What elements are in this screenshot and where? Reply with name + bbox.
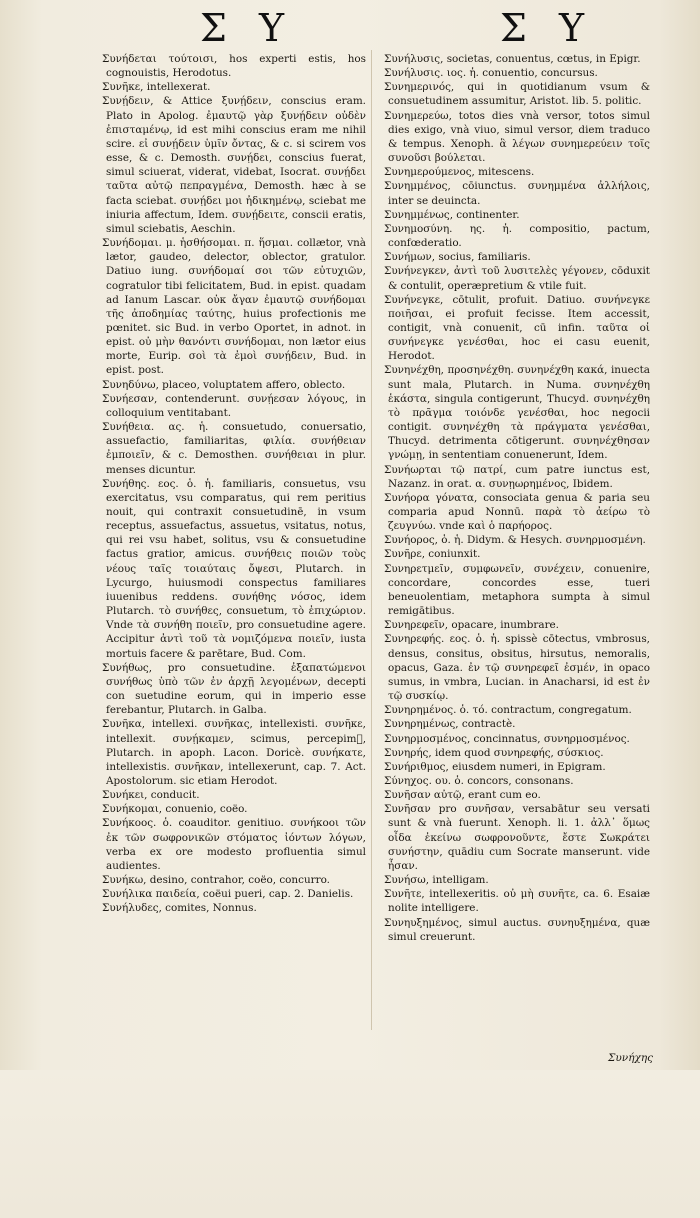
dictionary-entry: Συνημμένως, continenter. [384,208,520,221]
dictionary-entry: Συνήκει, conducit. [102,789,200,802]
dictionary-entry: Συνῆρε, coniunxit. [384,548,481,561]
dictionary-entry: Συνηρμοσμένος, concinnatus, συνηρμοσμένος. [384,732,630,745]
dictionary-entry: Συνημερούμενος, mitescens. [384,166,535,179]
dictionary-entry: Συνήδεται τούτοισι, hos experti estis, hos cognouistis, Herodotus. [102,53,366,80]
dictionary-entry: Συνήορα γόνατα, consociata genua & paria seu comparia apud Nonnū. παρὰ τὸ ἀείρω τὸ ζευγνύω. vnde καὶ ὁ παρήορος. [384,491,650,533]
dictionary-entry: Συνῆτε, intellexeritis. οὐ μὴ συνῆτε, ca. 6. Esaiæ nolite intelligere. [384,888,650,915]
right-column [384,52,650,944]
dictionary-entry: Συνήλικα παιδεία, coëui pueri, cap. 2. Danielis. [102,888,354,901]
bottom-margin [0,1070,700,1218]
dictionary-entry: Συνήθης. εος. ὁ. ἡ. familiaris, consuetus, vsu exercitatus, vsu comparatus, qui rem peritius nouit, qui contraxit consuetudinē, in vsum receptus, assuefactus, assuetus, vsitatus, notus, qui rei vsu habet, solitus, vsu & consuetudine factus gratior, amicus. συνήθεις ποιῶν τοὺς νέους ταῖς τοιαύταις ὄψεσι, Plutarch. in Lycurgo, huiusmodi conspectus familiares iuuenibus reddens. συνήθης νόσος, idem Plutarch. τὸ συνήθες, consuetum, τὸ ἐπιχώριον. Vnde τὰ συνήθη ποιεῖν, pro consuetudine agere. Accipitur ἀντὶ τοῦ τὰ νομιζόμενα ποιεῖν, iusta mortuis facere & parētare, Bud. Com. [102,477,366,660]
dictionary-entry: Συνήνεγκε, cōtulit, profuit. Datiuo. συνήνεγκε ποιῆσαι, ei profuit fecisse. Item accessit, contigit, vnà conuenit, cū infin. ταῦτα οἱ συνήνεγκε γενέσθαι, hoc ei casu euenit, Herodot. [384,293,650,363]
dictionary-entry: Συνῆκα, intellexi. συνῆκας, intellexisti. συνῆκε, intellexit. συνῄκαμεν, scimus, percepim᷑, Plutarch. in apoph. Lacon. Doricè. συνήκατε, intellexistis. συνῆκαν, intellexerunt, cap. 7. Act. Apostolorum. sic etiam Herodot. [102,718,366,787]
dictionary-entry: Συνημμένος, cōiunctus. συνημμένα ἀλλήλοις, inter se deuincta. [384,180,650,207]
dictionary-entry: Συνηρημένος. ὁ. τό. contractum, congregatum. [384,704,632,717]
dictionary-entry: Συνήκω, desino, contrahor, coëo, concurro. [102,874,330,887]
dictionary-entry: Συνήορος, ὁ. ἡ. Didym. & Hesych. συνηρμοσμένη. [384,534,646,547]
dictionary-entry: Συνηδύνω, placeo, voluptatem affero, oblecto. [102,378,346,391]
dictionary-entry: Συνήλυδες, comites, Nonnus. [102,902,257,915]
dictionary-entry: Συνήμων, socius, familiaris. [384,251,531,264]
dictionary-entry: Συνῆσαν pro συνῆσαν, versabātur seu versati sunt & vnà fuerunt. Xenoph. li. 1. ἀλλ᾽ ὅμως οἶδα ἐκείνω σωφρονοῦντε, ἔστε Σωκράτει συνήστην, quādiu cum Socrate manserunt. vide ἦσαν. [384,803,650,872]
dictionary-entry: Συνῆκε, intellexerat. [102,81,211,94]
dictionary-entry: Συνήλυσις, societas, conuentus, cœtus, in Epigr. [384,53,641,65]
dictionary-entry: Συνήωρται τῷ πατρί, cum patre iunctus est, Nazanz. in orat. α. συνῃωρημένος, Ibidem. [384,463,650,490]
dictionary-entry: Συνήλυσις. ιος. ἡ. conuentio, concursus. [384,67,598,80]
dictionary-entry: Συνηρετμεῖν, συμφωνεῖν, συνέχειν, conuenire, concordare, concordes esse, tueri beneuolentiam, metaphora sumpta à simul remigātibus. [384,562,650,618]
catchword: Συνήχης [608,1052,654,1064]
dictionary-entry: Συνήκοος. ὁ. coauditor. genitiuo. συνήκοοι τῶν ἐκ τῶν σωφρονικῶν στόματος ἰόντων λόγων, verba ex ore modesto profluentia simul audientes. [102,817,366,872]
dictionary-entry: Συνήσω, intelligam. [384,874,489,887]
dictionary-entry: Συνηνέχθη, προσηνέχθη. συνηνέχθη κακά, inuecta sunt mala, Plutarch. in Numa. συνηνέχθη ἑκάστα, singula contigerunt, Thucyd. συνηνέχθη τὸ πρᾶγμα τοιόνδε γενέσθαι, hoc negocii contigit. συνηνέχθη τὰ πράγματα γενέσθαι, Thucyd. detrimenta cōtigerunt. συνηνέχθησαν γνώμῃ, in sententiam conuenerunt, Idem. [384,364,650,462]
dictionary-entry: Συνήθως, pro consuetudine. ἐξαπατώμενοι συνήθως ὑπὸ τῶν ἐν ἀρχῇ λεγομένων, decepti con suetudine eorum, qui in imperio esse ferebantur, Plutarch. in Galba. [102,661,366,717]
dictionary-entry: Συνηυξημένος, simul auctus. συνηυξημένα, quæ simul creuerunt. [384,916,650,943]
dictionary-entry: Συνηρεφής. εος. ὁ. ἡ. spissè cōtectus, vmbrosus, densus, consitus, obsitus, hirsutus, nemoralis, opacus, Gaza. ἐν τῷ συνηρεφεῖ ἐσμέν, in opaco sumus, in vmbra, Lucian. in Anacharsi, id est ἐν τῷ συσκίῳ. [384,633,650,703]
dictionary-entry: Συνήκομαι, conuenio, coëo. [102,803,248,816]
dictionary-entry: Συνημερινός, qui in quotidianum vsum & consuetudinem assumitur, Aristot. lib. 5. politic. [384,81,650,108]
dictionary-entry: Συνῆσαν αὐτῷ, erant cum eo. [384,789,541,802]
dictionary-entry: Συνῄδειν, & Attice ξυνῄδειν, conscius eram. Plato in Apolog. ἐμαυτῷ γὰρ ξυνῄδειν οὐδὲν ἐπισταμένῳ, id est mihi conscius eram me nihil scire. εἰ συνῄδειν ὑμῖν ὄντας, & c. si scirem vos esse, & c. Demosth. συνῄδει, conscius fuerat, simul sciuerat, viderat, videbat, Isocrat. συνῄδει ταῦτα αὐτῷ πεπραγμένα, Demosth. hæc à se facta sciebat. συνῄδει μοι ἠδικημένῳ, sciebat me iniuria affectum, Idem. συνῄδειτε, conscii eratis, simul sciebatis, Aeschin. [102,95,366,235]
dictionary-entry: Συνηρημένως, contractè. [384,718,516,731]
dictionary-entry: Συνήριθμος, eiusdem numeri, in Epigram. [384,760,606,773]
dictionary-entry: Σύνηχος. ου. ὁ. concors, consonans. [384,774,574,787]
dictionary-entry: Συνήθεια. ας. ἡ. consuetudo, conuersatio, assuefactio, familiaritas, φιλία. συνήθειαν ἐμποιεῖν, & c. Demosthen. συνήθειαι in plur. menses dicuntur. [102,421,366,476]
column-divider [371,50,372,1030]
running-header-right: Σ Υ [500,6,595,50]
running-header-left: Σ Υ [200,6,295,50]
left-column [102,52,366,916]
dictionary-entry: Συνημοσύνη. ης. ἡ. compositio, pactum, confœderatio. [384,222,650,250]
dictionary-entry: Συνηρής, idem quod συνηρεφής, σύσκιος. [384,746,604,759]
dictionary-entry: Συνήνεγκεν, ἀντὶ τοῦ λυσιτελὲς γέγονεν, cōduxit & contulit, operæpretium & vtile fuit. [384,265,650,292]
dictionary-entry: Συνήεσαν, contenderunt. συνῄεσαν λόγους, in colloquium ventitabant. [102,392,366,419]
dictionary-entry: Συνήδομαι. μ. ἡσθήσομαι. π. ἥσμαι. collætor, vnà lætor, gaudeo, delector, oblector, gratulor. Datiuo iung. συνήδομαί σοι τῶν εὐτυχιῶν, cogratulor tibi felicitatem, Bud. in epist. quadam ad Ianum Lascar. οὐκ ἄγαν ἐμαυτῷ συνήδομαι τῆς ἀποδημίας ταύτης, huius profectionis me pœnitet. sic Bud. in verbo Oportet, in adnot. in epist. οὐ μὴν θανόντι συνήδομαι, non lætor eius morte, Eurip. σοὶ τὰ ἐμοὶ συνῄδειν, Bud. in epist. post. [102,237,366,377]
dictionary-entry: Συνηρεφεῖν, opacare, inumbrare. [384,619,559,632]
dictionary-entry: Συνημερεύω, totos dies vnà versor, totos simul dies exigo, vnà viuo, simul versor, diem traduco & tempus. Xenoph. ἃ λέγων συνημερεύειν τοῖς συνοῦσι βούλεται. [384,109,650,165]
